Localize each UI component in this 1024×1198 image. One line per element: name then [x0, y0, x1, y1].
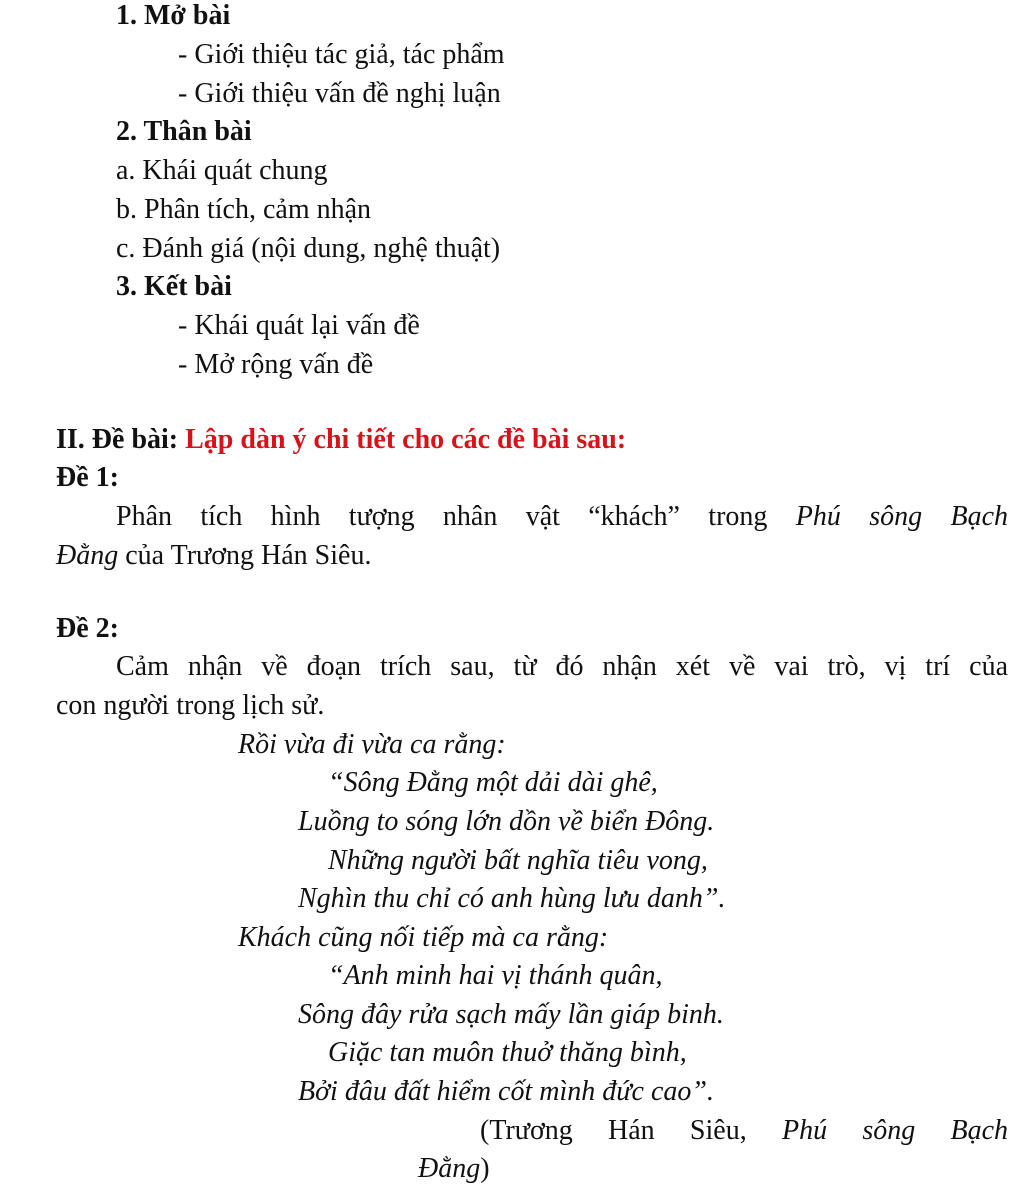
source-title-end: Đằng [418, 1153, 481, 1184]
assignment-heading [56, 422, 626, 458]
de-2-line-2: con người trong lịch sử. [56, 690, 325, 721]
section-1-heading: 1. Mở bài [116, 0, 231, 31]
source-author: (Trương Hán Siêu, [480, 1115, 747, 1146]
poem-line: “Sông Đằng một dải dài ghê, [328, 767, 658, 798]
poem-line: Nghìn thu chỉ có anh hùng lưu danh”. [298, 883, 726, 914]
poem-line: Luồng to sóng lớn dồn về biển Đông. [298, 806, 715, 837]
section-2-item: c. Đánh giá (nội dung, nghệ thuật) [116, 233, 501, 264]
source-citation-line-2 [418, 1151, 490, 1187]
de-1-author: của Trương Hán Siêu. [125, 540, 372, 571]
de-1-line-1 [116, 499, 1008, 535]
assignment-heading-task: Lập dàn ý chi tiết cho các đề bài sau: [185, 424, 627, 455]
de-1-text: Phân tích hình tượng nhân vật “khách” trong [116, 501, 768, 532]
poem-line: Sông đây rửa sạch mấy lần giáp binh. [298, 999, 724, 1030]
de-2-label: Đề 2: [56, 613, 119, 644]
de-1-label: Đề 1: [56, 462, 119, 493]
section-3-item: - Khái quát lại vấn đề [178, 310, 420, 341]
source-citation-line-1 [480, 1113, 1008, 1149]
poem-line: “Anh minh hai vị thánh quân, [328, 960, 663, 991]
de-2-line-1: Cảm nhận về đoạn trích sau, từ đó nhận xét về vai trò, vị trí của [116, 651, 1008, 682]
section-3-item: - Mở rộng vấn đề [178, 349, 374, 380]
poem-line: Giặc tan muôn thuở thăng bình, [328, 1037, 687, 1068]
source-close-paren: ) [480, 1153, 490, 1184]
section-3-heading: 3. Kết bài [116, 271, 232, 302]
assignment-heading-label: II. Đề bài: [56, 424, 179, 455]
source-title: Phú sông Bạch [781, 1115, 1009, 1146]
poem-line: Rồi vừa đi vừa ca rằng: [238, 729, 506, 760]
de-1-line-2 [56, 538, 371, 574]
poem-line: Khách cũng nối tiếp mà ca rằng: [238, 922, 609, 953]
de-1-work-title-end: Đằng [56, 540, 119, 571]
section-2-item: b. Phân tích, cảm nhận [116, 194, 372, 225]
poem-line: Bởi đâu đất hiểm cốt mình đức cao”. [298, 1076, 714, 1107]
section-2-heading: 2. Thân bài [116, 116, 252, 147]
section-2-item: a. Khái quát chung [116, 155, 328, 186]
section-1-item: - Giới thiệu vấn đề nghị luận [178, 78, 501, 109]
section-1-item: - Giới thiệu tác giả, tác phẩm [178, 39, 505, 70]
de-1-work-title: Phú sông Bạch [795, 501, 1009, 532]
poem-line: Những người bất nghĩa tiêu vong, [328, 845, 708, 876]
